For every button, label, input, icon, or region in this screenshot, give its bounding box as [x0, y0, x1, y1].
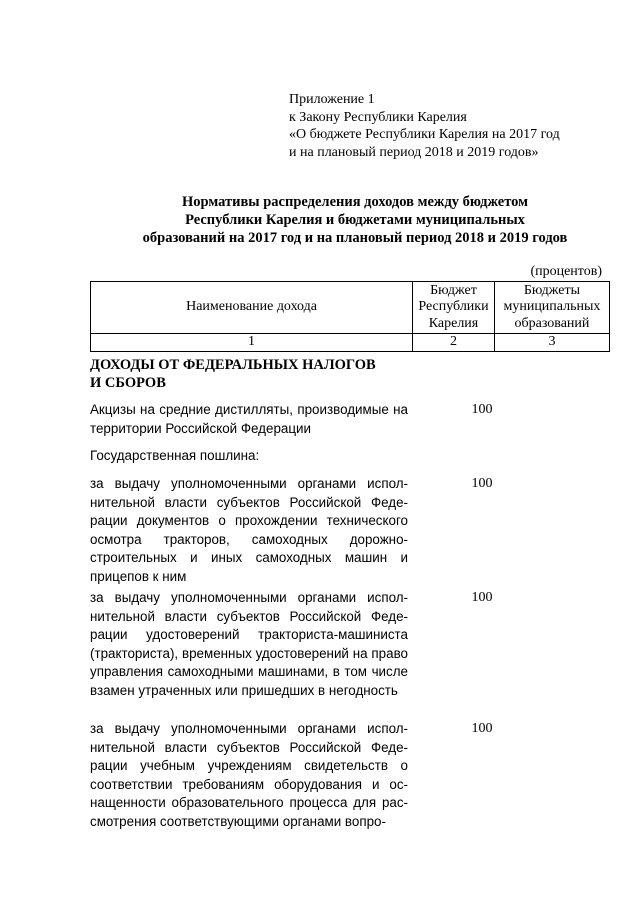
units-label: (процентов) [530, 264, 602, 279]
income-name: за выдачу уполномоченными органами испол-нительной власти субъектов Российской Феде-рации документов о прохождении технического осмотра тракторов, самоходных дорожно-строительных и иных самоходных машин и прицепов к ним [90, 476, 408, 584]
title-line-2: Республики Карелия и бюджетами муниципальных [185, 212, 525, 228]
column-number-3: 3 [494, 334, 609, 352]
header-income-name: Наименование дохода [91, 282, 413, 334]
income-name: Акцизы на средние дистилляты, производимые на территории Российской Федерации [90, 402, 408, 436]
table-header [90, 281, 610, 352]
column-number-1: 1 [91, 334, 413, 352]
header-republic-budget: Бюджет Республики Карелия [413, 282, 495, 334]
table-row [90, 401, 610, 438]
section-title: ДОХОДЫ ОТ ФЕДЕРАЛЬНЫХ НАЛОГОВ И СБОРОВ [90, 357, 376, 391]
table-row [90, 720, 610, 832]
appendix-line-4: и на плановый период 2018 и 2019 годов» [289, 144, 539, 160]
table-row [90, 589, 610, 701]
income-name: за выдачу уполномоченными органами испол-нительной власти субъектов Российской Феде-рации удостоверений тракториста-машиниста (тракториста), временных удостоверений на право управления самоходными машинами, в том числе взамен утраченных или пришедших в негодность [90, 590, 408, 698]
appendix-header [289, 91, 560, 161]
title-line-1: Нормативы распределения доходов между бюджетом [181, 194, 529, 210]
table-header-row [91, 282, 610, 334]
income-value: 100 [471, 721, 493, 736]
income-value: 100 [471, 590, 493, 605]
table-row [90, 447, 610, 466]
header-municipal-budgets: Бюджеты муниципальных образований [494, 282, 609, 334]
appendix-line-3: «О бюджете Республики Карелия на 2017 год [289, 127, 560, 142]
income-value: 100 [471, 402, 493, 417]
title-line-3: образований на 2017 год и на плановый период 2018 и 2019 годов [142, 230, 568, 246]
income-name: Государственная пошлина: [90, 448, 260, 463]
appendix-line-2: к Закону Республики Карелия [289, 109, 467, 125]
table-row [90, 475, 610, 587]
column-number-2: 2 [413, 334, 495, 352]
income-name: за выдачу уполномоченными органами испол-нительной власти субъектов Российской Феде-рации учебным учреждениям свидетельств о соответствии требованиям оборудования и ос-нащенности образовательного процесса для рас-смотрения соответствующими органами вопро- [90, 721, 408, 829]
appendix-line-1: Приложение 1 [289, 92, 375, 107]
income-value: 100 [471, 476, 493, 491]
document-title [100, 193, 610, 247]
table-column-numbers [91, 334, 610, 352]
